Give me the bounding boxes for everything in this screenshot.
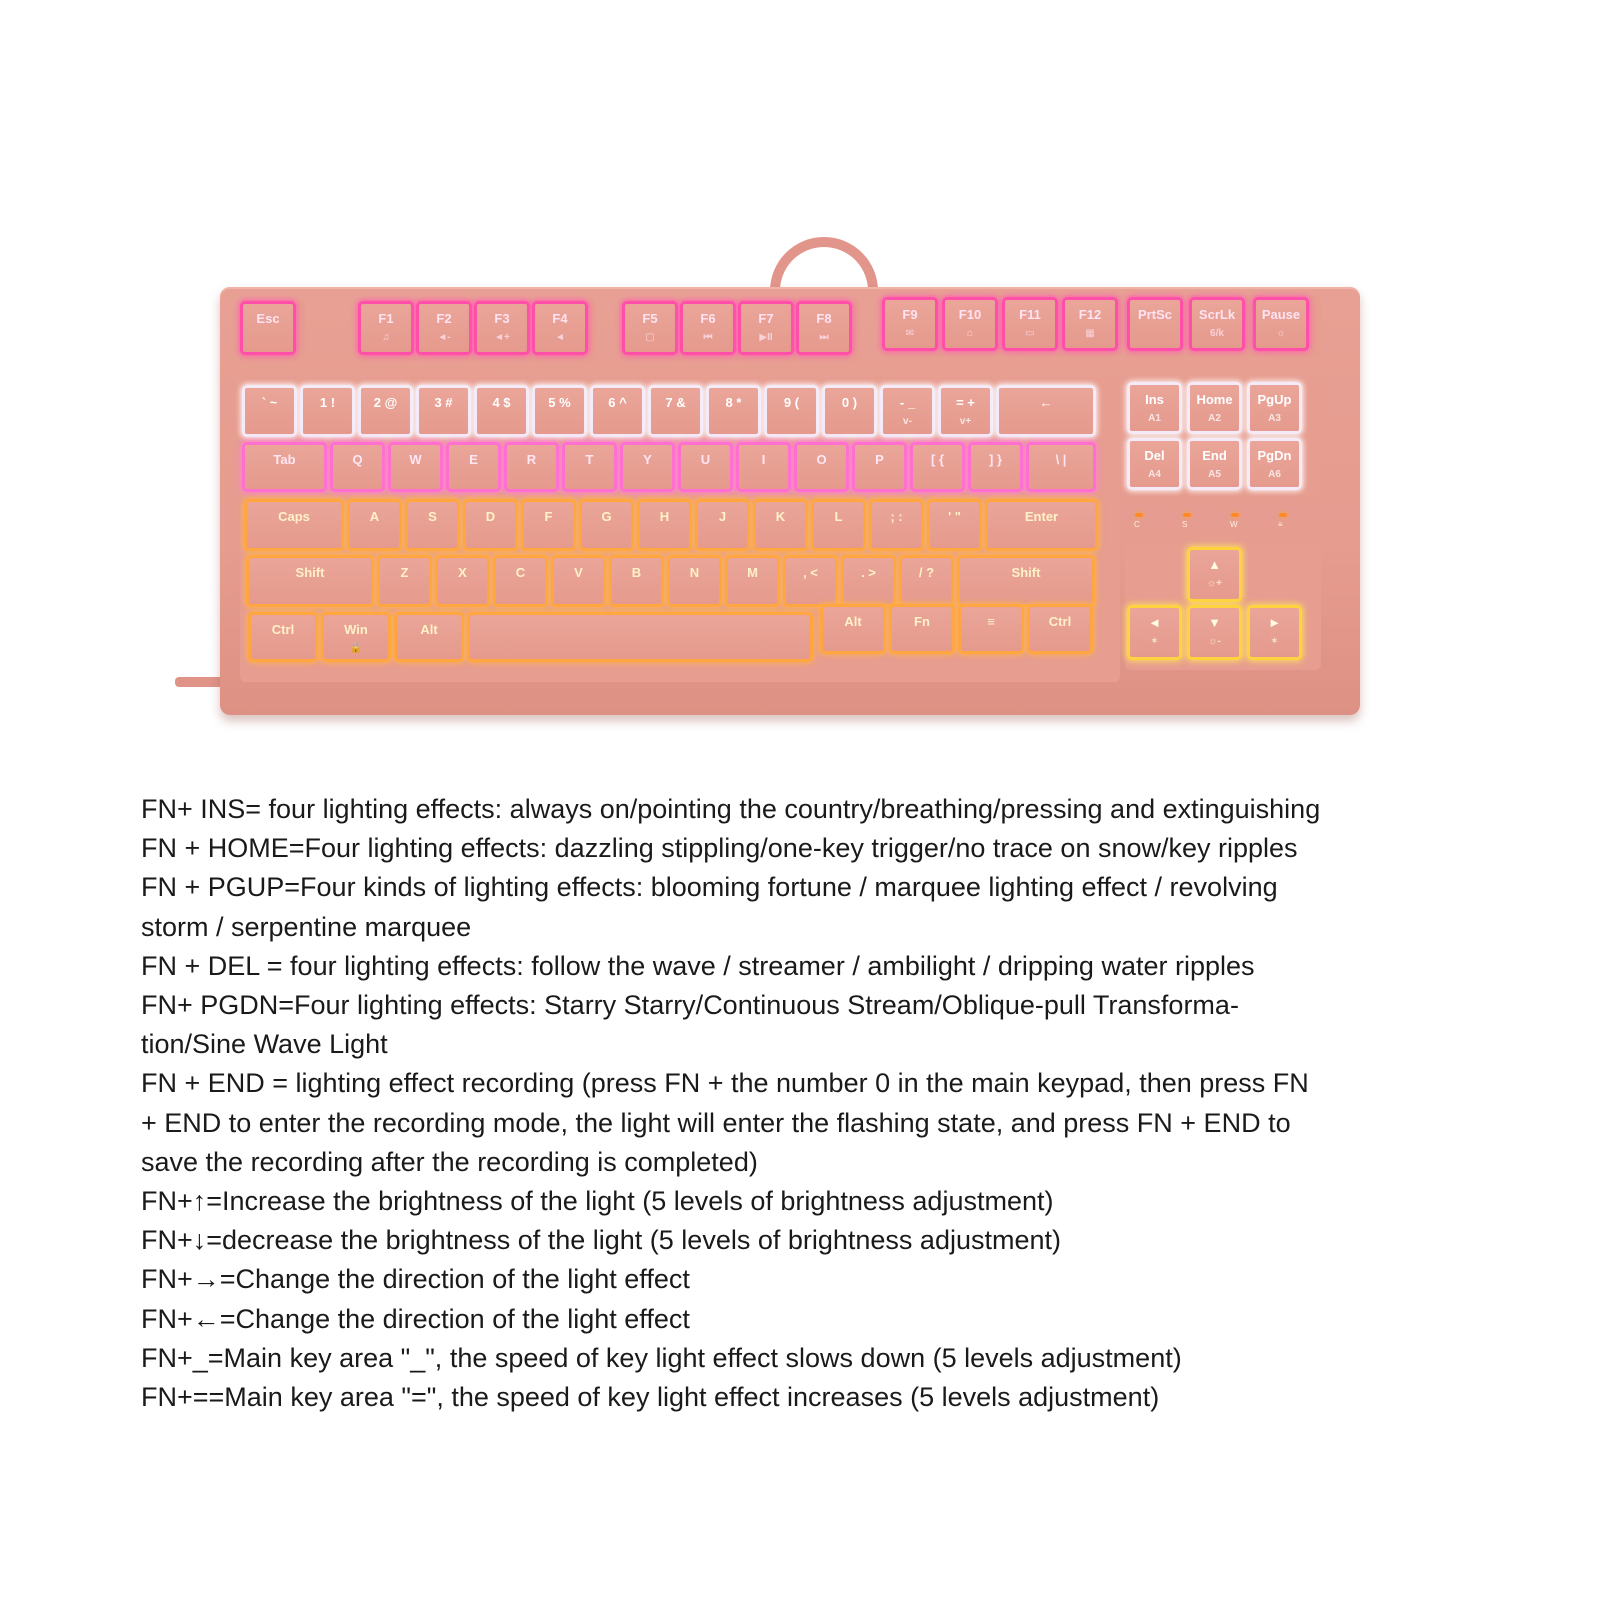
key-sublegend: ⌂ <box>966 328 974 339</box>
indicator-led <box>1183 513 1191 517</box>
key-legend: End <box>1202 448 1227 463</box>
key-legend: Z <box>400 565 409 580</box>
instruction-line: FN+==Main key area "=", the speed of key light effect increases (5 levels adjustment) <box>141 1382 1160 1413</box>
key <box>620 442 675 492</box>
key-legend: Fn <box>914 614 930 629</box>
key <box>1026 442 1096 492</box>
key-legend: K <box>775 509 786 524</box>
key <box>852 442 907 492</box>
key-sublegend: ☼+ <box>1206 578 1222 589</box>
instruction-line: FN+→=Change the direction of the light effect <box>141 1264 690 1295</box>
key <box>609 555 664 607</box>
indicator-led <box>1279 513 1287 517</box>
key-legend: 6 ^ <box>608 395 627 410</box>
key <box>532 301 588 355</box>
key-legend: Shift <box>1011 565 1041 580</box>
key <box>899 555 954 607</box>
instruction-line: tion/Sine Wave Light <box>141 1029 388 1060</box>
keyboard-case <box>220 287 1360 715</box>
key-legend: ] } <box>989 452 1002 467</box>
key <box>1002 297 1058 351</box>
key-legend: C <box>515 565 526 580</box>
key-sublegend: A3 <box>1268 413 1281 424</box>
key <box>416 385 471 437</box>
key-legend: O <box>816 452 827 467</box>
key-legend: W <box>409 452 422 467</box>
key <box>493 555 548 607</box>
key <box>725 555 780 607</box>
key-legend: P <box>875 452 884 467</box>
key-sublegend: ♫ <box>382 332 390 343</box>
key <box>910 442 965 492</box>
key-sublegend: A2 <box>1208 413 1221 424</box>
key-legend: ← <box>1039 395 1053 410</box>
key-legend: 4 $ <box>492 395 511 410</box>
key-legend: ◄ <box>1148 615 1161 630</box>
key-legend: Shift <box>295 565 325 580</box>
key <box>1127 605 1182 660</box>
key-legend: PgDn <box>1257 448 1292 463</box>
key-legend: ScrLk <box>1198 307 1236 322</box>
key <box>388 442 443 492</box>
key <box>880 385 935 437</box>
key <box>695 499 750 551</box>
key-sublegend: ▢ <box>645 332 655 343</box>
key <box>467 612 813 662</box>
key <box>242 442 327 492</box>
key <box>1027 604 1093 654</box>
instruction-line: FN + END = lighting effect recording (press FN + the number 0 in the main keypad, then press FN <box>141 1068 1309 1099</box>
key-sublegend: ◄- <box>437 332 451 343</box>
key <box>579 499 634 551</box>
key <box>1187 438 1242 490</box>
instruction-line: FN+_=Main key area "_", the speed of key light effect slows down (5 levels adjustment) <box>141 1342 1182 1373</box>
key <box>590 385 645 437</box>
key-legend: . > <box>861 565 876 580</box>
key <box>869 499 924 551</box>
key <box>783 555 838 607</box>
key-legend: H <box>659 509 670 524</box>
key-legend: Esc <box>256 311 280 326</box>
key-legend: N <box>689 565 700 580</box>
key-legend: ► <box>1268 615 1281 630</box>
key-legend: 7 & <box>665 395 686 410</box>
key <box>321 612 391 662</box>
key-legend: F6 <box>700 311 716 326</box>
key <box>240 301 296 355</box>
key-sublegend: A4 <box>1148 469 1161 480</box>
key <box>244 499 344 551</box>
key <box>1253 297 1309 351</box>
key <box>678 442 733 492</box>
key-legend: ; : <box>890 509 903 524</box>
indicator-label: ≡ <box>1278 520 1283 529</box>
key <box>985 499 1098 551</box>
indicator-led <box>1135 513 1143 517</box>
key <box>532 385 587 437</box>
key <box>968 442 1023 492</box>
key <box>1187 547 1242 602</box>
key <box>637 499 692 551</box>
key-legend: S <box>428 509 437 524</box>
instruction-line: FN + HOME=Four lighting effects: dazzling stippling/one-key trigger/no trace on snow/key ripples <box>141 833 1298 864</box>
instruction-line: FN+↓=decrease the brightness of the light (5 levels of brightness adjustment) <box>141 1225 1061 1256</box>
instruction-line: FN + DEL = four lighting effects: follow the wave / streamer / ambilight / dripping water ripples <box>141 950 1255 981</box>
key <box>1127 382 1182 434</box>
key-legend: I <box>761 452 766 467</box>
key <box>794 442 849 492</box>
key <box>957 555 1095 607</box>
key <box>330 442 385 492</box>
key-legend: Alt <box>844 614 862 629</box>
key <box>347 499 402 551</box>
instruction-line: save the recording after the recording is completed) <box>141 1146 758 1177</box>
key <box>889 604 955 654</box>
key <box>796 301 852 355</box>
key <box>738 301 794 355</box>
key-legend: Win <box>344 622 368 637</box>
key <box>1062 297 1118 351</box>
instruction-line: FN+↑=Increase the brightness of the light (5 levels of brightness adjustment) <box>141 1186 1054 1217</box>
key-legend: U <box>700 452 711 467</box>
key-legend: F9 <box>902 307 918 322</box>
key-legend: Home <box>1196 392 1233 407</box>
key-sublegend: A1 <box>1148 413 1161 424</box>
key-legend: [ { <box>931 452 944 467</box>
key <box>405 499 460 551</box>
key <box>1247 438 1302 490</box>
key-legend: E <box>469 452 478 467</box>
key-legend: = + <box>956 395 975 410</box>
indicator-label: C <box>1134 520 1140 529</box>
key-legend: Ctrl <box>271 622 295 637</box>
key <box>667 555 722 607</box>
key-sublegend: ▭ <box>1025 328 1035 339</box>
key-legend: T <box>585 452 594 467</box>
key <box>1127 438 1182 490</box>
key-sublegend: ☼- <box>1208 636 1221 647</box>
indicator-led <box>1231 513 1239 517</box>
key-legend: Ctrl <box>1048 614 1072 629</box>
key <box>416 301 472 355</box>
key-legend: \ | <box>1055 452 1067 467</box>
key <box>1127 297 1183 351</box>
key <box>958 604 1024 654</box>
key-sublegend: ✶ <box>1150 636 1159 647</box>
key-legend: G <box>601 509 612 524</box>
key-legend: ≡ <box>987 614 995 629</box>
key-legend: X <box>458 565 467 580</box>
key <box>882 297 938 351</box>
key-sublegend: ▦ <box>1085 328 1095 339</box>
key <box>394 612 464 662</box>
key-sublegend: ⏭ <box>819 332 829 343</box>
instruction-line: FN+←=Change the direction of the light effect <box>141 1303 690 1334</box>
key-sublegend: ✉ <box>905 328 915 339</box>
key-legend: ' " <box>948 509 961 524</box>
indicator-label: S <box>1182 520 1188 529</box>
key <box>706 385 761 437</box>
key <box>474 301 530 355</box>
key <box>562 442 617 492</box>
key-legend: PrtSc <box>1138 307 1172 322</box>
key-legend: Y <box>643 452 652 467</box>
key-legend: Caps <box>278 509 310 524</box>
key-legend: F8 <box>816 311 832 326</box>
lighting-instructions <box>141 790 1441 1417</box>
key-legend: 0 ) <box>841 395 858 410</box>
key <box>504 442 559 492</box>
key-sublegend: ⏮ <box>703 332 713 343</box>
key-legend: F <box>544 509 553 524</box>
key-legend: F1 <box>378 311 394 326</box>
key <box>1247 605 1302 660</box>
key <box>942 297 998 351</box>
key-legend: M <box>747 565 758 580</box>
key-sublegend: v+ <box>959 416 972 427</box>
instruction-line: storm / serpentine marquee <box>141 911 472 942</box>
key <box>246 555 374 607</box>
key-legend: D <box>485 509 496 524</box>
key <box>996 385 1096 437</box>
key <box>1189 297 1245 351</box>
key-legend: Enter <box>1024 509 1059 524</box>
key-legend: B <box>631 565 642 580</box>
key-legend: F5 <box>642 311 658 326</box>
key <box>753 499 808 551</box>
key-sublegend: 🔒 <box>349 643 363 654</box>
key <box>446 442 501 492</box>
key-sublegend: A5 <box>1208 469 1221 480</box>
key-legend: PgUp <box>1257 392 1292 407</box>
key <box>521 499 576 551</box>
key <box>622 301 678 355</box>
key-legend: Alt <box>420 622 438 637</box>
indicator-label: W <box>1230 520 1238 529</box>
key <box>841 555 896 607</box>
key-sublegend: ◄ <box>555 332 565 343</box>
key <box>1187 382 1242 434</box>
key-legend: Pause <box>1261 307 1301 322</box>
key-legend: F3 <box>494 311 510 326</box>
key <box>300 385 355 437</box>
key <box>927 499 982 551</box>
key-sublegend: A6 <box>1268 469 1281 480</box>
key-legend: Q <box>352 452 363 467</box>
key-legend: R <box>526 452 537 467</box>
key-legend: 5 % <box>548 395 571 410</box>
instruction-line: FN + PGUP=Four kinds of lighting effects: blooming fortune / marquee lighting effect / revolving <box>141 872 1278 903</box>
key-sublegend: ◄+ <box>494 332 510 343</box>
key-legend: 9 ( <box>783 395 800 410</box>
key-legend: F10 <box>958 307 982 322</box>
instruction-line: FN+ PGDN=Four lighting effects: Starry Starry/Continuous Stream/Oblique-pull Transforma- <box>141 990 1239 1021</box>
key-legend: V <box>574 565 583 580</box>
key-legend: F7 <box>758 311 774 326</box>
key <box>474 385 529 437</box>
key <box>435 555 490 607</box>
key-legend: 8 * <box>725 395 742 410</box>
key <box>822 385 877 437</box>
keyboard-photo <box>175 225 1360 730</box>
key <box>242 385 297 437</box>
key <box>1247 382 1302 434</box>
instruction-line: FN+ INS= four lighting effects: always on/pointing the country/breathing/pressing and extinguishing <box>141 794 1321 824</box>
key-legend: F12 <box>1078 307 1102 322</box>
key-legend: Del <box>1144 448 1165 463</box>
key-legend: 2 @ <box>373 395 398 410</box>
key <box>648 385 703 437</box>
key-legend: L <box>834 509 843 524</box>
key-legend: J <box>718 509 727 524</box>
key <box>736 442 791 492</box>
key-legend: Tab <box>273 452 296 467</box>
key-legend: 3 # <box>434 395 453 410</box>
key <box>811 499 866 551</box>
key <box>1187 605 1242 660</box>
key-legend: - _ <box>899 395 916 410</box>
key-legend: / ? <box>918 565 935 580</box>
key <box>358 385 413 437</box>
key <box>764 385 819 437</box>
key <box>463 499 518 551</box>
key-legend: ▼ <box>1208 615 1221 630</box>
key-legend: , < <box>803 565 818 580</box>
key <box>680 301 736 355</box>
key <box>551 555 606 607</box>
key <box>248 612 318 662</box>
key-legend: ` ~ <box>261 395 278 410</box>
key-legend: F11 <box>1019 307 1041 322</box>
key-legend: A <box>369 509 380 524</box>
key <box>938 385 993 437</box>
key-sublegend: ✶ <box>1270 636 1279 647</box>
key-sublegend: ☼ <box>1276 328 1286 339</box>
key-legend: 1 ! <box>319 395 336 410</box>
key-sublegend: v- <box>903 416 912 427</box>
key-legend: F2 <box>436 311 452 326</box>
key-legend: F4 <box>552 311 568 326</box>
key-legend: Ins <box>1145 392 1164 407</box>
key <box>820 604 886 654</box>
key-legend: ▲ <box>1208 557 1221 572</box>
instruction-line: + END to enter the recording mode, the light will enter the flashing state, and press FN + END to <box>141 1107 1291 1138</box>
key <box>358 301 414 355</box>
key-sublegend: 6/k <box>1210 328 1224 339</box>
key-sublegend: ▶II <box>759 332 773 343</box>
key <box>377 555 432 607</box>
